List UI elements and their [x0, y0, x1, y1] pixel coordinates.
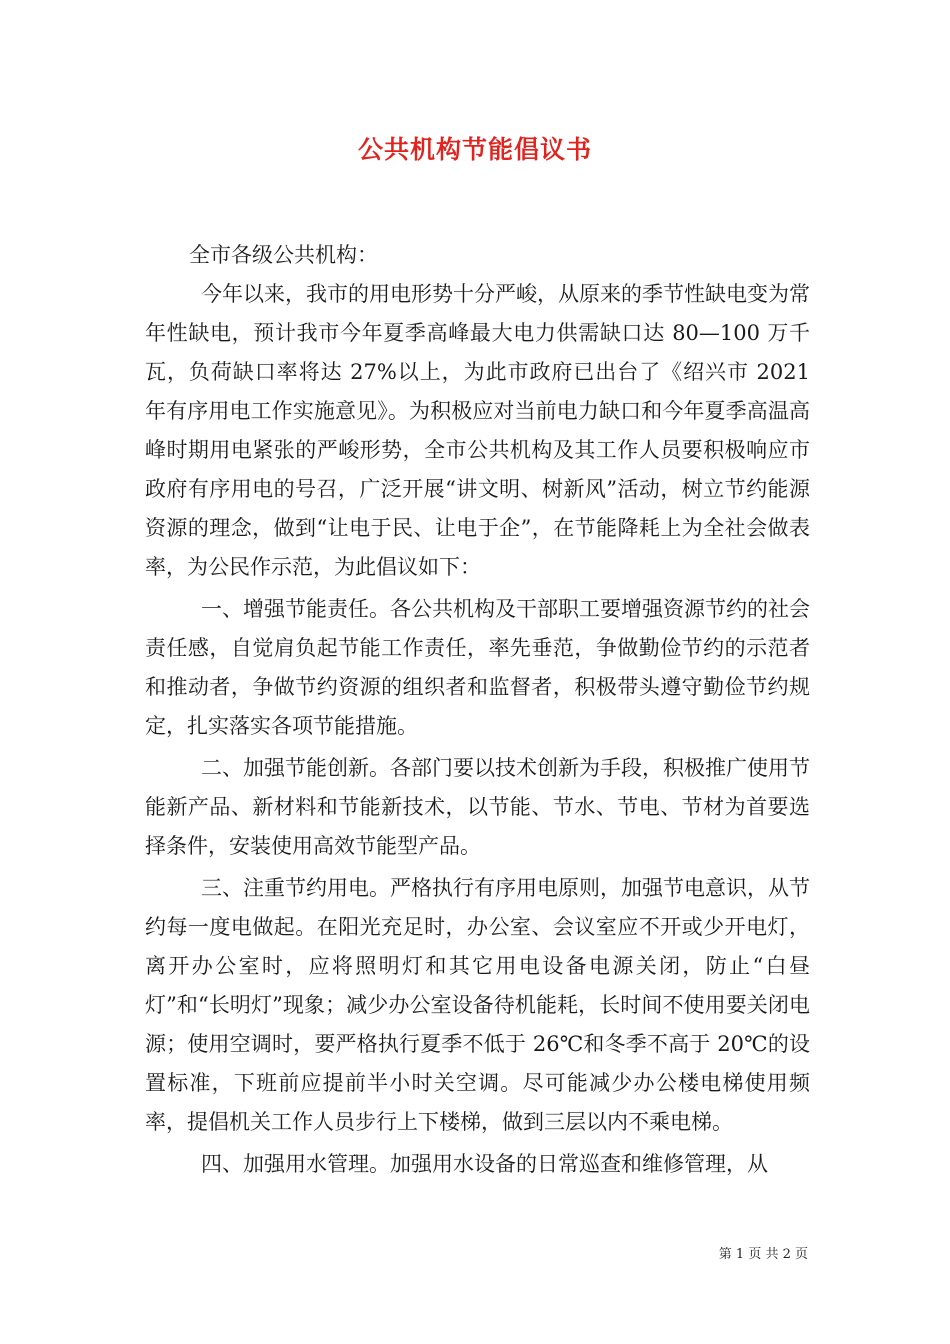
paragraph-item-3: 三、注重节约用电。严格执行有序用电原则，加强节电意识，从节约每一度电做起。在阳光充足时，办公室、会议室应不开或少开电灯，离开办公室时，应将照明灯和其它用电设备电源关闭，防止“白昼灯”和“长明灯”现象；减少办公室设备待机能耗，长时间不使用要关闭电源；使用空调时，要严格执行夏季不低于 26℃和冬季不高于 20℃的设置标准，下班前应提前半小时关空调。尽可能减少办公楼电梯使用频率，提倡机关工作人员步行上下楼梯，做到三层以内不乘电梯。: [145, 876, 810, 1134]
document-body: [145, 236, 810, 1184]
paragraph-item-4: 四、加强用水管理。加强用水设备的日常巡查和维修管理，从: [201, 1152, 768, 1176]
salutation: 全市各级公共机构：: [189, 243, 378, 267]
paragraph-intro: 今年以来，我市的用电形势十分严峻，从原来的季节性缺电变为常年性缺电，预计我市今年夏季高峰最大电力供需缺口达 80—100 万千瓦，负荷缺口率将达 27%以上，为此市政府已出台了《绍兴市 2021 年有序用电工作实施意见》。为积极应对当前电力缺口和今年夏季高温高峰时期用电紧张的严峻形势，全市公共机构及其工作人员要积极响应市政府有序用电的号召，广泛开展“讲文明、树新风”活动，树立节约能源资源的理念，做到“让电于民、让电于企”，在节能降耗上为全社会做表率，为公民作示范，为此倡议如下：: [145, 282, 810, 579]
paragraph-item-1: 一、增强节能责任。各公共机构及干部职工要增强资源节约的社会责任感，自觉肩负起节能工作责任，率先垂范，争做勤俭节约的示范者和推动者，争做节约资源的组织者和监督者，积极带头遵守勤俭节约规定，扎实落实各项节能措施。: [145, 597, 810, 738]
paragraph-item-2: 二、加强节能创新。各部门要以技术创新为手段，积极推广使用节能新产品、新材料和节能新技术，以节能、节水、节电、节材为首要选择条件，安装使用高效节能型产品。: [145, 756, 810, 858]
document-title: 公共机构节能倡议书: [357, 135, 592, 164]
page-number: 第 1 页 共 2 页: [718, 1247, 808, 1262]
